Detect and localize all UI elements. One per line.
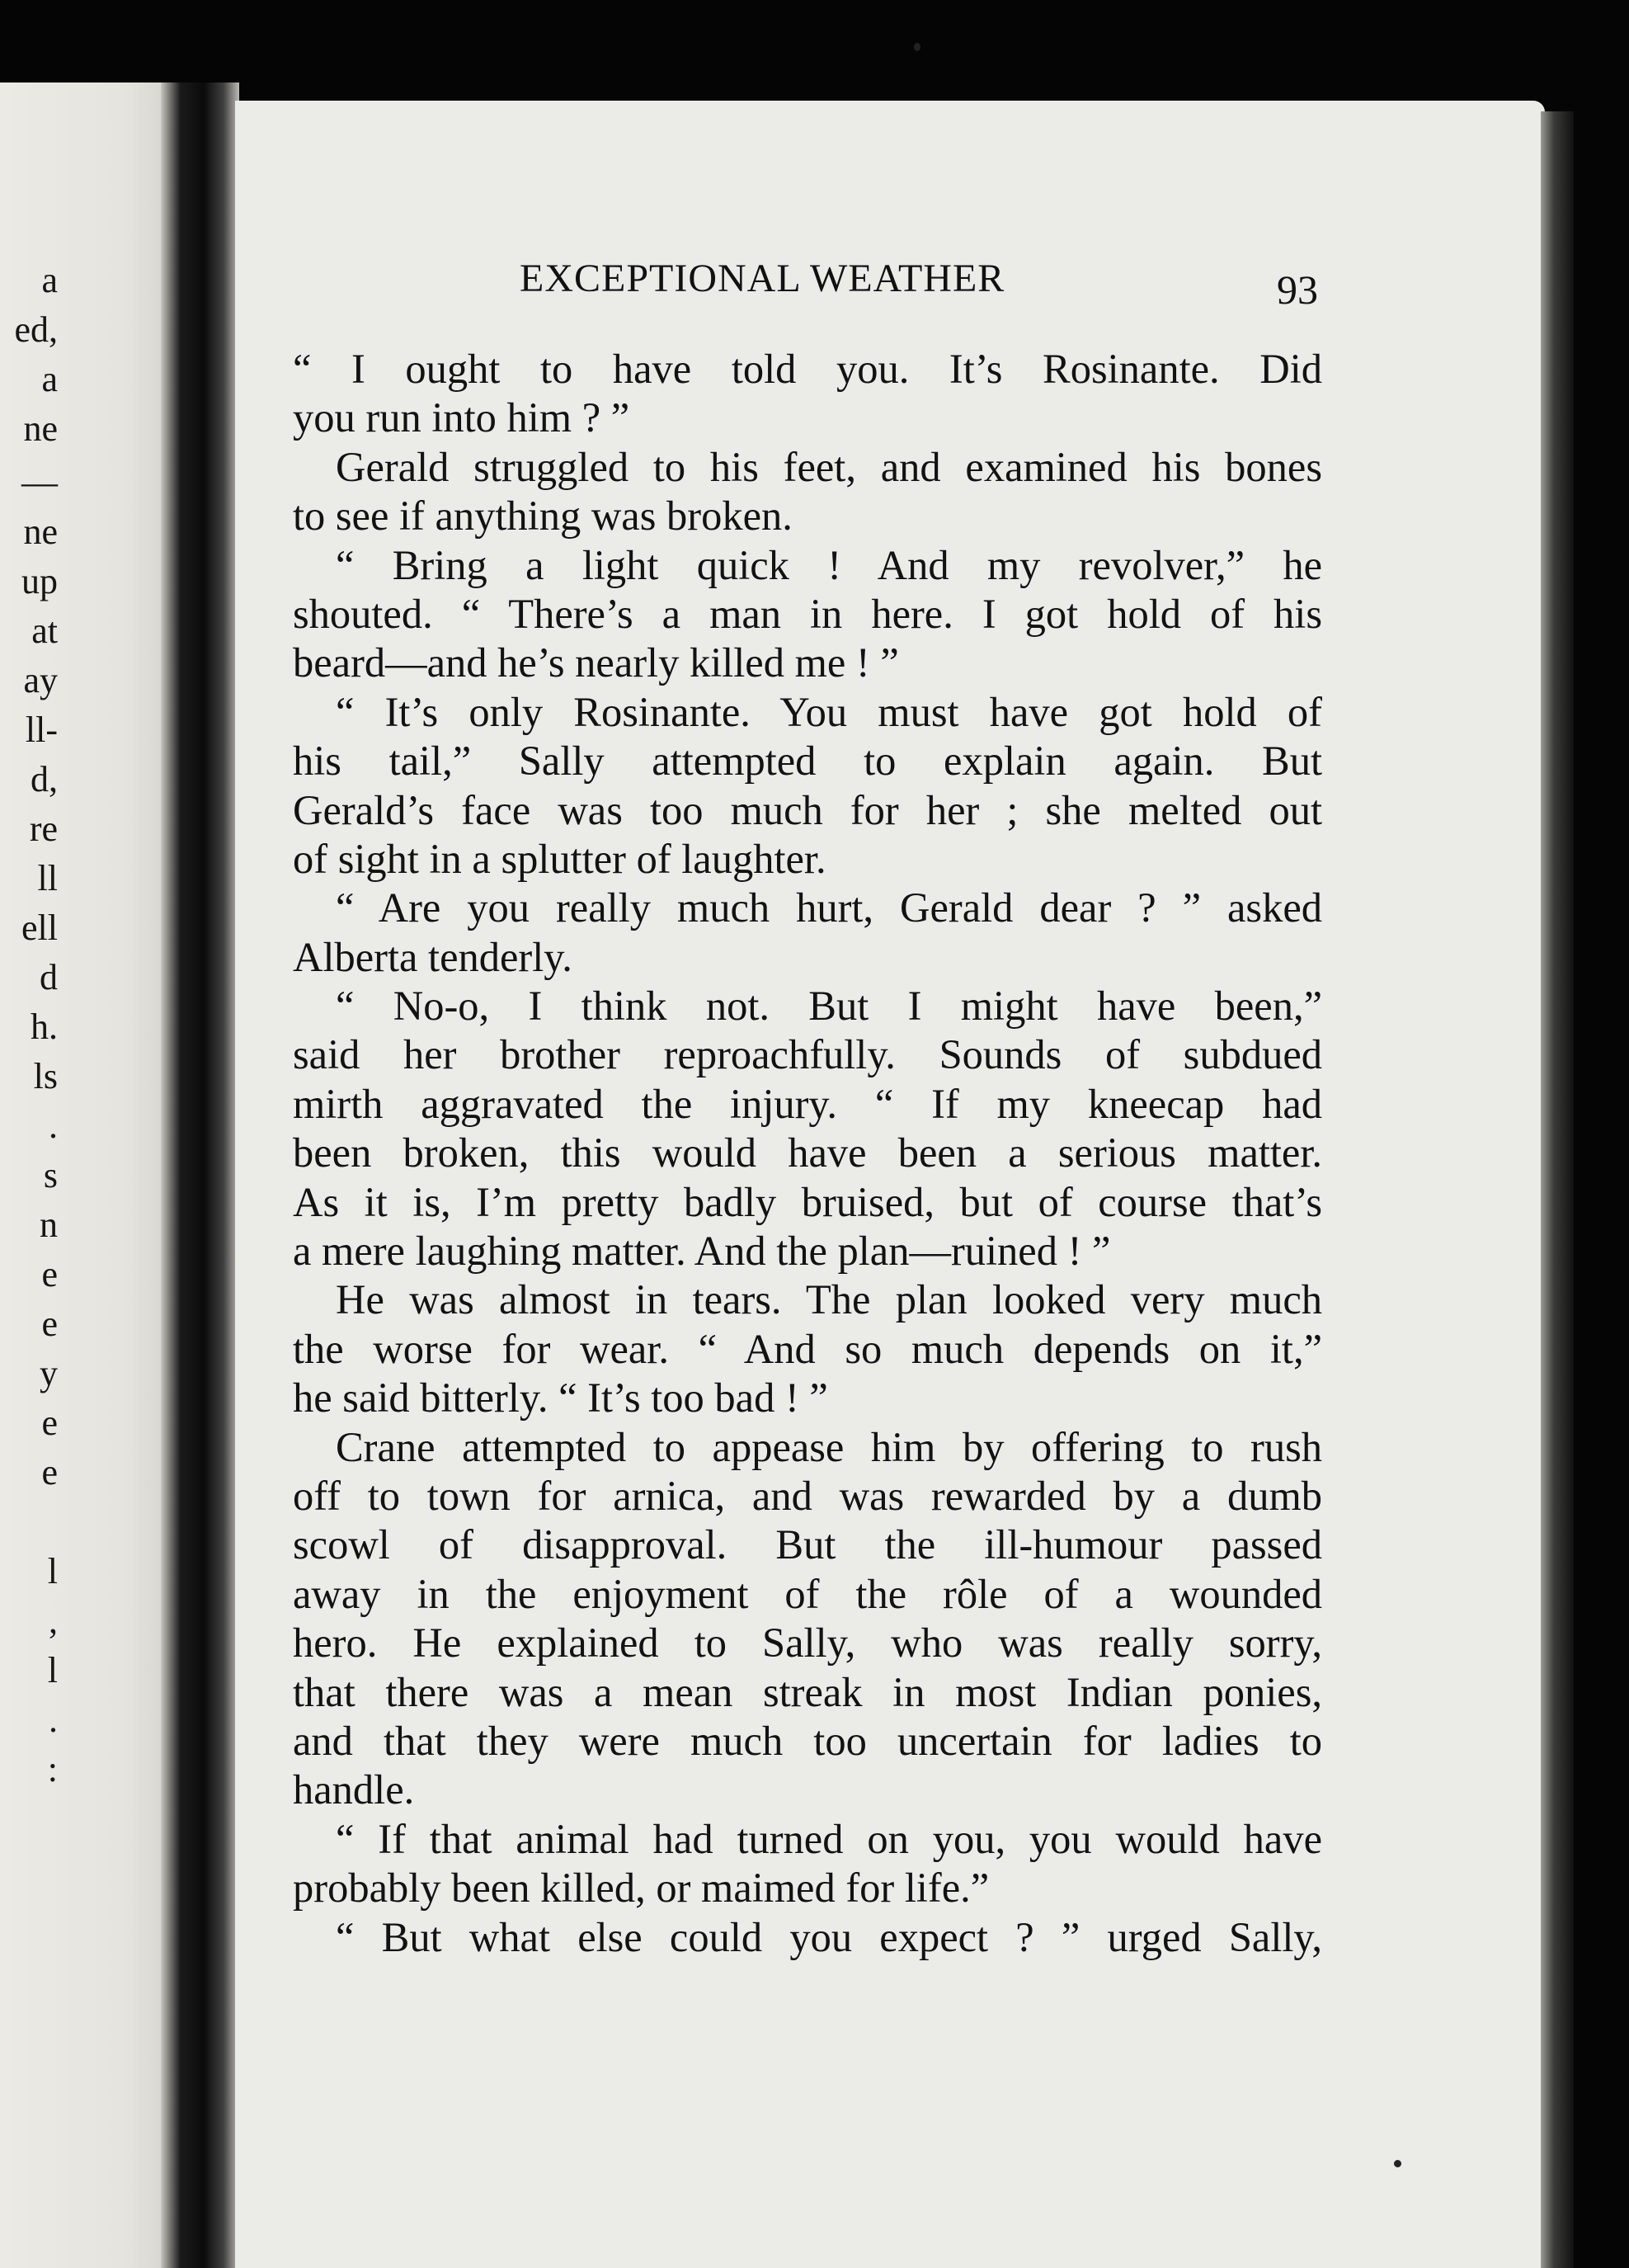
previous-page-fragment: l — [47, 1551, 58, 1591]
text-line: he said bitterly. “ It’s too bad ! ” — [293, 1374, 828, 1422]
previous-page — [0, 83, 177, 2268]
text-line: He was almost in tears. The plan looked very much — [336, 1276, 1322, 1323]
text-line: “ No-o, I think not. But I might have been,” — [336, 983, 1322, 1030]
running-head: EXCEPTIONAL WEATHER — [520, 257, 1005, 300]
previous-page-fragment: ell — [21, 908, 58, 948]
text-line: the worse for wear. “ And so much depends on it,” — [293, 1325, 1322, 1372]
previous-page-fragment: ne — [23, 408, 58, 449]
previous-page-fragment: y — [40, 1353, 58, 1393]
previous-page-fragment: e — [41, 1403, 58, 1443]
text-line: scowl of disapproval. But the ill-humour passed — [293, 1521, 1322, 1568]
previous-page-fragment: ay — [23, 660, 58, 700]
text-line: away in the enjoyment of the rôle of a wounded — [293, 1570, 1322, 1617]
text-line: Alberta tenderly. — [293, 933, 572, 980]
text-line: hero. He explained to Sally, who was really sorry, — [293, 1620, 1322, 1667]
previous-page-fragment: . — [49, 1700, 58, 1740]
text-line: said her brother reproachfully. Sounds of subdued — [293, 1031, 1322, 1078]
previous-page-fragment: s — [43, 1155, 58, 1195]
previous-page-fragment: a — [41, 359, 58, 399]
text-line: “ Bring a light quick ! And my revolver,” he — [336, 541, 1322, 588]
text-line: off to town for arnica, and was rewarded by a dumb — [293, 1472, 1322, 1519]
previous-page-fragment: n — [40, 1205, 58, 1245]
text-line: Gerald’s face was too much for her ; she melted out — [293, 786, 1322, 833]
previous-page-fragment: at — [31, 611, 58, 651]
previous-page-fragment: ls — [33, 1056, 58, 1096]
previous-page-fragment: ne — [23, 512, 58, 552]
previous-page-fragment: up — [21, 561, 58, 601]
text-line: “ Are you really much hurt, Gerald dear ? ” asked — [336, 884, 1322, 931]
previous-page-fragment: . — [49, 1106, 58, 1146]
text-line: “ I ought to have told you. It’s Rosinante. Did — [293, 346, 1322, 392]
previous-page-fragment: l — [47, 1650, 58, 1690]
previous-page-fragment: — — [21, 462, 58, 502]
text-line: his tail,” Sally attempted to explain again. But — [293, 738, 1322, 785]
previous-page-fragment: e — [41, 1304, 58, 1344]
previous-page-fragment: , — [49, 1601, 58, 1641]
text-line: of sight in a splutter of laughter. — [293, 835, 826, 882]
page-edge — [1541, 111, 1574, 2268]
text-line: Crane attempted to appease him by offering to rush — [336, 1423, 1322, 1470]
previous-page-fragment: ll- — [25, 710, 58, 750]
previous-page-fragment: re — [29, 809, 58, 849]
text-line: a mere laughing matter. And the plan—ruined ! ” — [293, 1228, 1111, 1275]
text-line: “ If that animal had turned on you, you would have — [336, 1815, 1322, 1862]
previous-page-fragment: e — [41, 1254, 58, 1294]
page-number: 93 — [1277, 266, 1318, 313]
body-text — [293, 345, 1322, 1962]
previous-page-fragment: ll — [37, 858, 58, 898]
text-line: probably been killed, or maimed for life.” — [293, 1865, 990, 1912]
previous-page-fragment: e — [41, 1452, 58, 1492]
text-line: to see if anything was broken. — [293, 493, 793, 540]
previous-page-fragment: : — [47, 1749, 58, 1789]
text-line: Gerald struggled to his feet, and examined his bones — [336, 443, 1322, 490]
book-gutter — [161, 83, 239, 2268]
text-line: been broken, this would have been a serious matter. — [293, 1129, 1322, 1176]
text-line: mirth aggravated the injury. “ If my kneecap had — [293, 1080, 1322, 1127]
text-line: shouted. “ There’s a man in here. I got hold of his — [293, 590, 1322, 637]
previous-page-fragment: d — [40, 957, 58, 997]
dust-speck — [1394, 2160, 1401, 2167]
text-line: As it is, I’m pretty badly bruised, but of course that’s — [293, 1178, 1322, 1225]
text-line: beard—and he’s nearly killed me ! ” — [293, 639, 899, 686]
text-line: “ It’s only Rosinante. You must have got hold of — [336, 688, 1322, 735]
text-line: handle. — [293, 1766, 415, 1813]
text-line: and that they were much too uncertain for ladies to — [293, 1717, 1322, 1764]
previous-page-fragment: ed, — [14, 309, 58, 350]
text-line: “ But what else could you expect ? ” urged Sally, — [336, 1913, 1322, 1960]
dust-speck — [914, 43, 920, 51]
previous-page-fragment: d, — [31, 759, 58, 799]
text-line: that there was a mean streak in most Indian ponies, — [293, 1668, 1322, 1715]
previous-page-fragment: a — [41, 260, 58, 300]
previous-page-fragment: h. — [31, 1007, 58, 1047]
text-line: you run into him ? ” — [293, 394, 630, 441]
